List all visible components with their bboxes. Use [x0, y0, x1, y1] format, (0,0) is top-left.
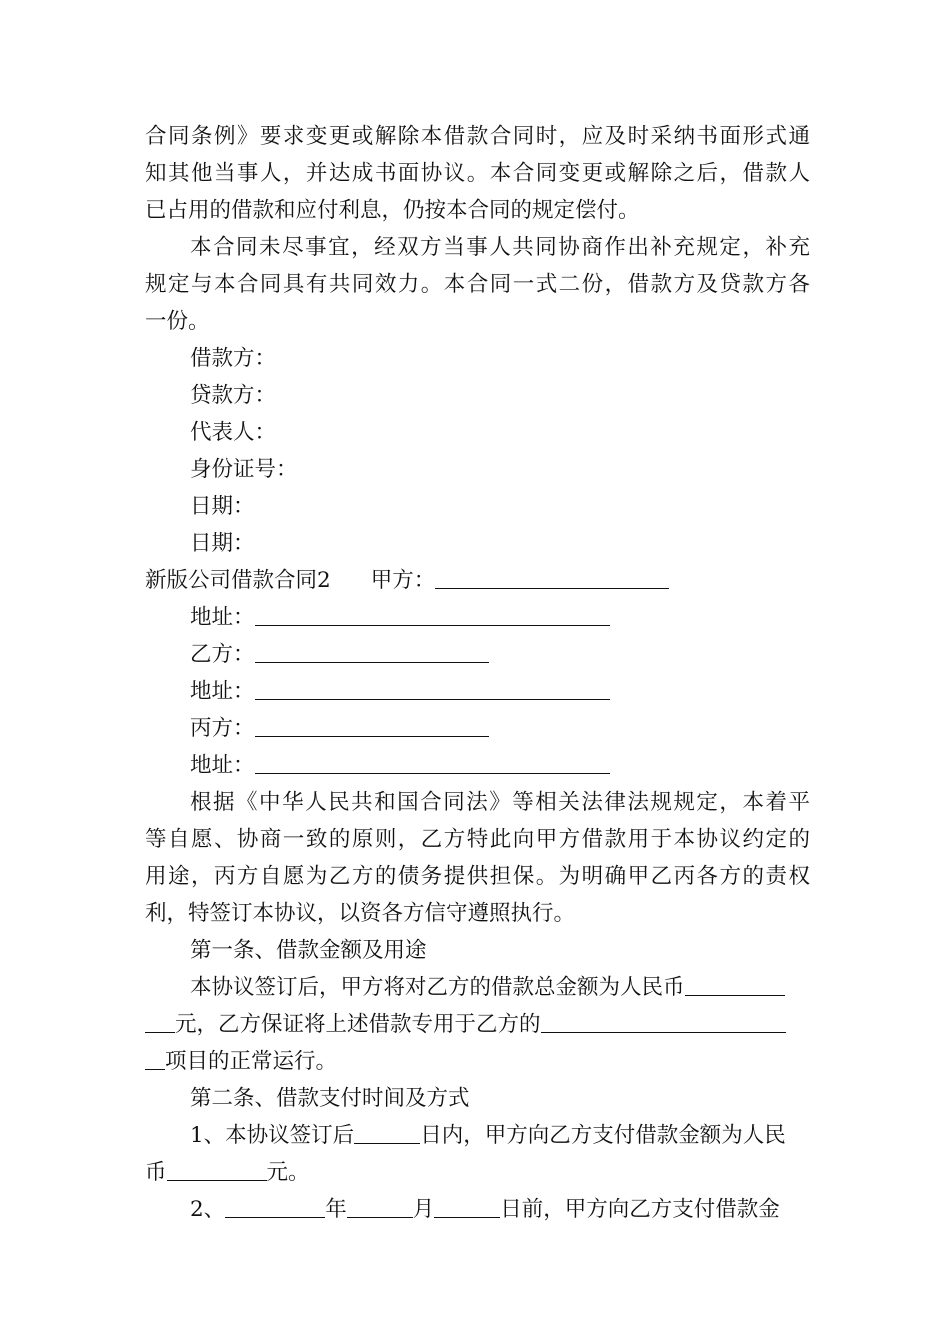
article-1-line: [145, 1006, 810, 1043]
article-2-text: 元。: [266, 1160, 310, 1185]
date-label: 日期：: [190, 494, 255, 519]
party-a-label: 甲方：: [370, 568, 436, 593]
party-a-blank: [435, 566, 669, 589]
article-1-heading: 第一条、借款金额及用途: [190, 938, 427, 963]
preamble-line: 用途，丙方自愿为乙方的债务提供担保。为明确甲乙丙各方的责权: [145, 864, 810, 889]
preamble-line: 根据《中华人民共和国合同法》等相关法律法规规定，本着平: [190, 790, 810, 815]
contract-title-line: [145, 562, 810, 599]
day-blank: [434, 1195, 500, 1218]
borrower-label: 借款方：: [190, 346, 277, 371]
paragraph-line: 知其他当事人，并达成书面协议。本合同变更或解除之后，借款人: [145, 161, 810, 186]
party-b-line: [190, 636, 810, 673]
contract-title: 新版公司借款合同2: [145, 568, 331, 593]
month-blank: [347, 1195, 413, 1218]
representative-label: 代表人：: [190, 420, 277, 445]
project-blank: [541, 1010, 786, 1033]
paragraph-line: 一份。: [145, 309, 210, 334]
days-blank: [354, 1121, 420, 1144]
article-1-line: [190, 969, 810, 1006]
address-b-blank: [255, 677, 610, 700]
address-c-label: 地址：: [190, 753, 255, 778]
address-a-label: 地址：: [190, 605, 255, 630]
lender-label: 贷款方：: [190, 383, 277, 408]
article-2-heading: 第二条、借款支付时间及方式: [190, 1086, 470, 1111]
article-2-item-2: [190, 1191, 810, 1228]
article-2-item-1: [190, 1117, 810, 1154]
article-2-text: 1、本协议签订后: [190, 1123, 355, 1148]
year-label: 年: [325, 1197, 347, 1222]
article-1-text: 本协议签订后，甲方将对乙方的借款总金额为人民币: [190, 975, 685, 1000]
article-1-line: [145, 1043, 810, 1080]
address-c-blank: [255, 751, 610, 774]
paragraph-line: 已占用的借款和应付利息，仍按本合同的规定偿付。: [145, 198, 640, 223]
address-a-line: [190, 599, 810, 636]
preamble-line: 利，特签订本协议，以资各方信守遵照执行。: [145, 901, 576, 926]
year-blank: [225, 1195, 325, 1218]
paragraph-line: 本合同未尽事宜，经双方当事人共同协商作出补充规定，补充: [190, 235, 810, 260]
amount-blank-cont: [145, 1010, 175, 1033]
address-b-label: 地址：: [190, 679, 255, 704]
party-c-line: [190, 710, 810, 747]
date-label: 日期：: [190, 531, 255, 556]
amount-blank: [167, 1158, 267, 1181]
paragraph-line: 规定与本合同具有共同效力。本合同一式二份，借款方及贷款方各: [145, 272, 810, 297]
article-1-text: 项目的正常运行。: [165, 1049, 338, 1074]
id-number-label: 身份证号：: [190, 457, 298, 482]
amount-blank: [685, 973, 785, 996]
party-c-blank: [255, 714, 489, 737]
party-b-blank: [255, 640, 489, 663]
address-c-line: [190, 747, 810, 784]
preamble-line: 等自愿、协商一致的原则，乙方特此向甲方借款用于本协议约定的: [145, 827, 810, 852]
paragraph-line: 合同条例》要求变更或解除本借款合同时，应及时采纳书面形式通: [145, 124, 810, 149]
address-b-line: [190, 673, 810, 710]
article-2-text: 币: [145, 1160, 167, 1185]
month-label: 月: [412, 1197, 435, 1222]
article-1-text: 元，乙方保证将上述借款专用于乙方的: [175, 1012, 541, 1037]
article-2-text: 日前，甲方向乙方支付借款金: [500, 1197, 780, 1222]
party-b-label: 乙方：: [190, 642, 255, 667]
project-blank-cont: [145, 1047, 165, 1070]
article-2-text: 日内，甲方向乙方支付借款金额为人民: [420, 1123, 786, 1148]
address-a-blank: [255, 603, 610, 626]
party-c-label: 丙方：: [190, 716, 255, 741]
article-2-text: 2、: [190, 1197, 226, 1222]
article-2-item-1-cont: [145, 1154, 810, 1191]
